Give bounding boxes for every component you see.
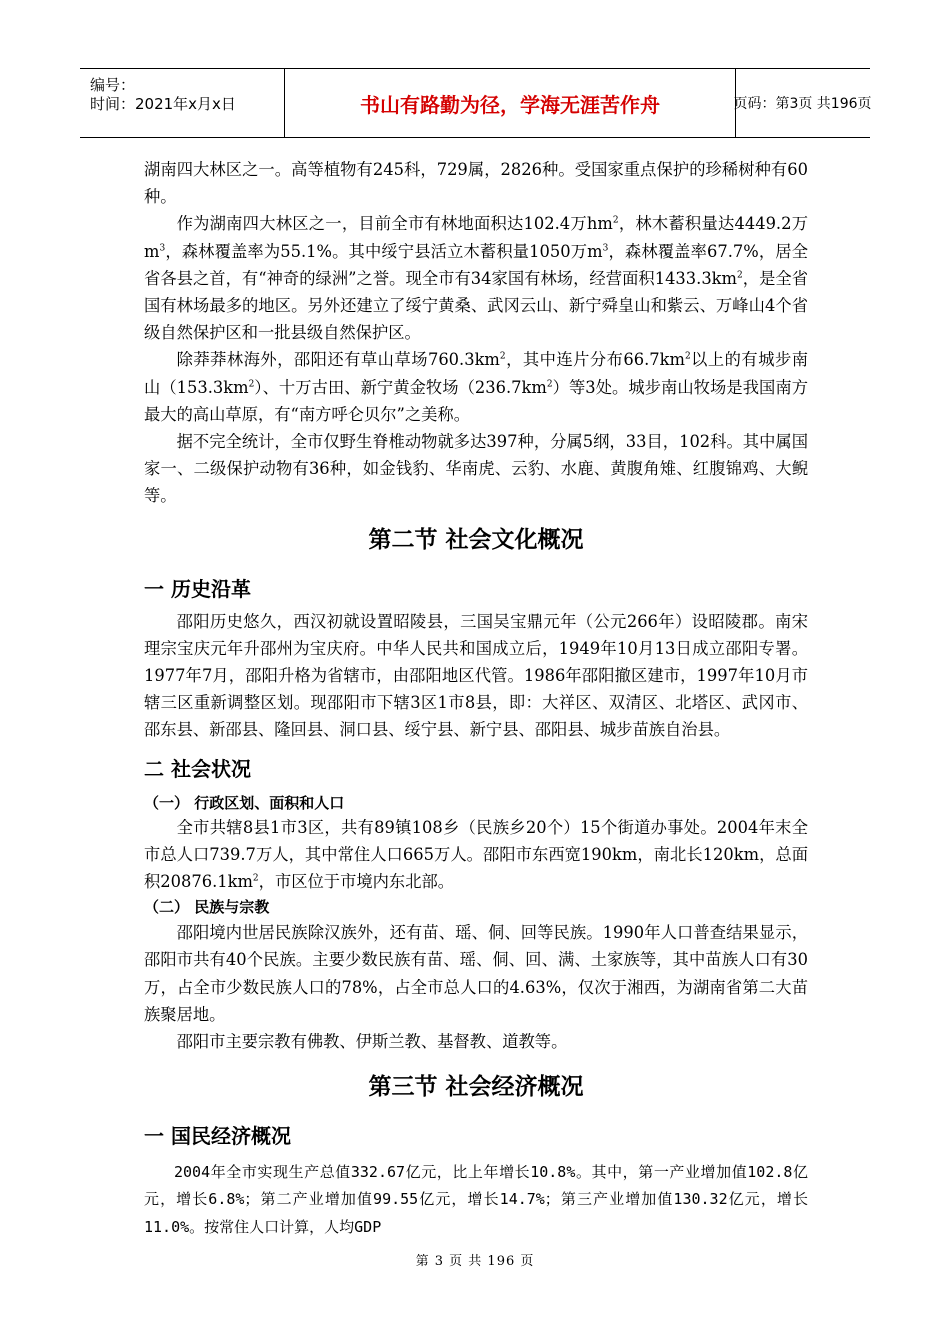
paragraph-history: 邵阳历史悠久，西汉初就设置昭陵县，三国吴宝鼎元年（公元266年）设昭陵郡。南宋理宗宝庆元年升邵州为宝庆府。中华人民共和国成立后，1949年10月13日成立邵阳专署。1977年7月，邵阳升格为省辖市，由邵阳地区代管。1986年邵阳撤区建市，1997年10月市辖三区重新调整区划。现邵阳市下辖3区1市8县，即：大祥区、双清区、北塔区、武冈市、邵东县、新邵县、隆回县、洞口县、绥宁县、新宁县、邵阳县、城步苗族自治县。: [144, 611, 808, 740]
paragraph-religion: 邵阳市主要宗教有佛教、伊斯兰教、基督教、道教等。: [176, 1032, 568, 1052]
page-footer: 第 3 页 共 196 页: [415, 1254, 535, 1269]
document-body: [144, 156, 808, 1241]
header-time-label: 时间：2021年x月x日: [90, 95, 236, 113]
heading-administration: （一） 行政区划、面积和人口: [144, 793, 345, 812]
document-header: [80, 68, 870, 138]
paragraph-economy: 2004年全市实现生产总值332.67亿元，比上年增长10.8%。其中，第一产业增加值102.8亿元，增长6.8%；第二产业增加值99.55亿元，增长14.7%；第三产业增加值130.32亿元，增长11.0%。按常住人口计算，人均GDP: [144, 1163, 808, 1236]
header-page-info: 页码：第3页 共196页: [733, 96, 872, 112]
paragraph-administration: 全市共辖8县1市3区，共有89镇108乡（民族乡20个）15个街道办事处。2004年末全市总人口739.7万人，其中常住人口665万人。邵阳市东西宽190km，南北长120km，总面积$20876.1km^2$，市区位于市境内东北部。: [144, 817, 808, 892]
section-title: 第二节 社会文化概况: [368, 526, 584, 553]
paragraph-wildlife: 据不完全统计，全市仅野生脊椎动物就多达397种，分属5纲，33目，102科。其中属国家一、二级保护动物有36种，如金钱豹、华南虎、云豹、水鹿、黄腹角雉、红腹锦鸡、大鲵等。: [144, 432, 808, 506]
heading-social: 二 社会状况: [144, 756, 251, 781]
paragraph-ethnic: 邵阳境内世居民族除汉族外，还有苗、瑶、侗、回等民族。1990年人口普查结果显示，邵阳市共有40个民族。主要少数民族有苗、瑶、侗、回、满、土家族等，其中苗族人口有30万，占全市少数民族人口的78%，占全市总人口的4.63%，仅次于湘西，为湖南省第二大苗族聚居地。: [144, 923, 808, 1024]
paragraph-forest: 作为湖南四大林区之一，目前全市有林地面积达102.4万$hm^2$，林木蓄积量达4449.2万$m^3$，森林覆盖率为55.1%。其中绥宁县活立木蓄积量1050万$m^3$，森林覆盖率67.7%，居全省各县之首，有“神奇的绿洲”之誉。现全市有34家国有林场，经营面积$1433.3km^2$，是全省国有林场最多的地区。另外还建立了绥宁黄桑、武冈云山、新宁舜皇山和紫云、万峰山4个省级自然保护区和一批县级自然保护区。: [144, 214, 808, 343]
paragraph-grassland: 除莽莽林海外，邵阳还有草山草场$760.3km^2$，其中连片分布$66.7km^2$以上的有城步南山$(153.3km^2)$、十万古田、新宁黄金牧场$(236.7km^2)$等3处。城步南山牧场是我国南方最大的高山草原，有“南方呼仑贝尔”之美称。: [144, 350, 808, 424]
section-title: 第三节 社会经济概况: [368, 1074, 584, 1101]
heading-history: 一 历史沿革: [144, 576, 251, 601]
heading-economy: 一 国民经济概况: [144, 1124, 291, 1149]
header-motto: 书山有路勤为径，学海无涯苦作舟: [360, 92, 660, 117]
header-meta: [80, 69, 284, 137]
paragraph-plants: 湖南四大林区之一。高等植物有245科，729属，2826种。受国家重点保护的珍稀树种有60种。: [144, 160, 808, 207]
heading-ethnic: （二） 民族与宗教: [144, 898, 270, 917]
header-number-label: 编号：: [90, 76, 136, 94]
